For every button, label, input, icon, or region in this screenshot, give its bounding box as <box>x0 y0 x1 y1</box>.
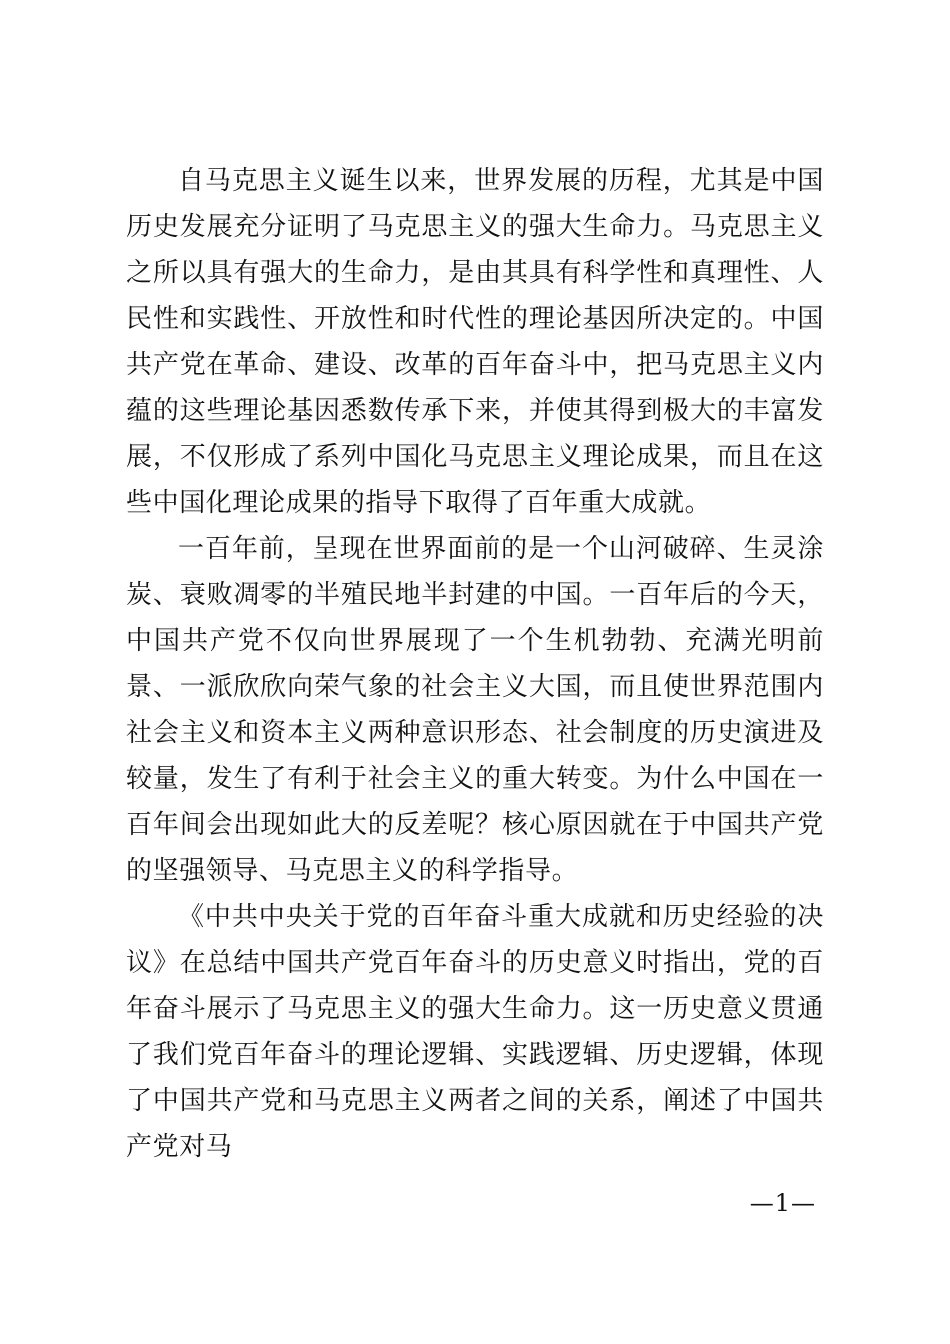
document-body <box>126 158 824 1170</box>
page-number: —1— <box>749 1189 816 1217</box>
paragraph-3: 《中共中央关于党的百年奋斗重大成就和历史经验的决议》在总结中国共产党百年奋斗的历史意义时指出，党的百年奋斗展示了马克思主义的强大生命力。这一历史意义贯通了我们党百年奋斗的理论逻辑、实践逻辑、历史逻辑，体现了中国共产党和马克思主义两者之间的关系，阐述了中国共产党对马 <box>126 902 824 1162</box>
paragraph-1: 自马克思主义诞生以来，世界发展的历程，尤其是中国历史发展充分证明了马克思主义的强大生命力。马克思主义之所以具有强大的生命力，是由其具有科学性和真理性、人民性和实践性、开放性和时代性的理论基因所决定的。中国共产党在革命、建设、改革的百年奋斗中，把马克思主义内蕴的这些理论基因悉数传承下来，并使其得到极大的丰富发展，不仅形成了系列中国化马克思主义理论成果，而且在这些中国化理论成果的指导下取得了百年重大成就。 <box>126 166 824 518</box>
paragraph-2: 一百年前，呈现在世界面前的是一个山河破碎、生灵涂炭、衰败凋零的半殖民地半封建的中国。一百年后的今天，中国共产党不仅向世界展现了一个生机勃勃、充满光明前景、一派欣欣向荣气象的社会主义大国，而且使世界范围内社会主义和资本主义两种意识形态、社会制度的历史演进及较量，发生了有利于社会主义的重大转变。为什么中国在一百年间会出现如此大的反差呢？核心原因就在于中国共产党的坚强领导、马克思主义的科学指导。 <box>126 534 824 886</box>
